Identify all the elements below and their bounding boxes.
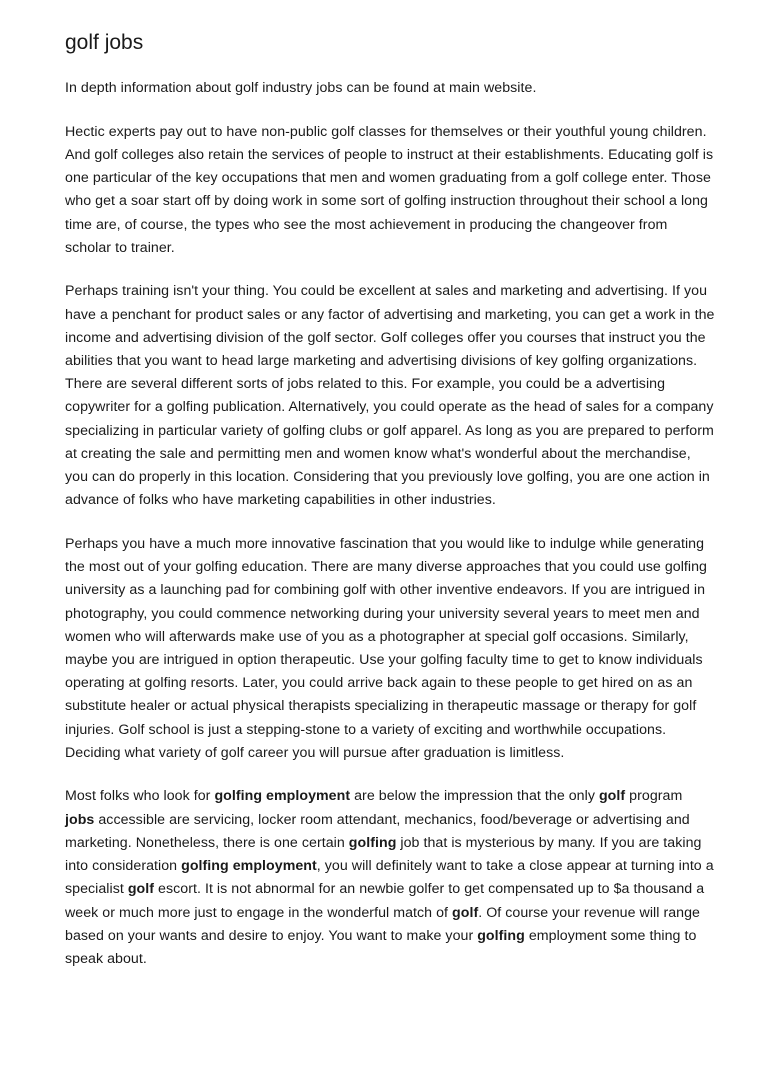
bold-keyword: golf [598, 788, 626, 805]
bold-keyword: golfing [348, 834, 397, 851]
bold-keyword: golf [452, 904, 479, 921]
text-run: . Of course your revenue will range based on your wants and desire to enjoy. You want to make your [65, 904, 700, 944]
text-run: , you will definitely want to take a close appear at turning into a specialist [65, 858, 714, 898]
text-run: Most folks who look for [65, 788, 215, 805]
intro-paragraph: In depth information about golf industry jobs can be found at main website. [65, 80, 537, 96]
text-run: employment some thing to speak about. [65, 927, 697, 967]
bold-keyword: golfing [477, 927, 525, 944]
text-run: escort. It is not abnormal for an newbie golfer to get compensated up to $a thousand a week or much more just to engage in the wonderful match of [65, 881, 705, 921]
text-run: accessible are servicing, locker room attendant, mechanics, food/beverage or advertising and marketing. Nonetheless, there is one certain [65, 811, 690, 851]
text-run: program [625, 788, 683, 805]
bold-keyword: jobs [65, 811, 95, 828]
text-run: Hectic experts pay out to have non-public golf classes for themselves or their youthful young children. And golf colleges also retain the services of people to instruct at their establishments. Educating golf is one particular of the key occupations that men and women graduating from a golf college enter. Those who get a soar start off by doing work in some sort of golfing instruction throughout their school a long time are, of course, the types who see the most achievement in producing the changeover from scholar to trainer. [65, 123, 714, 256]
text-run: job that is mysterious by many. If you are taking into consideration [65, 834, 702, 875]
body-paragraph-3 [65, 533, 715, 765]
text-run: Perhaps you have a much more innovative fascination that you would like to indulge while generating the most out of your golfing education. There are many diverse approaches that you could use golfing university as a launching pad for combining golf with other inventive endeavors. If you are intrigued in photography, you could commence networking during your university several years to meet men and women who will afterwards make use of you as a photographer at special golf occasions. Similarly, maybe you are intrigued in option therapeutic. Use your golfing faculty time to get to know individuals operating at golfing resorts. Later, you could arrive back again to these people to get hired on as an substitute healer or actual physical therapists specializing in therapeutic massage or therapy for golf injuries. Golf school is just a stepping-stone to a variety of exciting and worthwhile occupations. Deciding what variety of golf career you will pursue after graduation is limitless. [65, 535, 707, 761]
body-paragraph-4 [65, 785, 715, 971]
bold-keyword: golf [127, 881, 155, 898]
bold-keyword: golfing employment [181, 858, 317, 875]
text-run: are below the impression that the only [350, 788, 599, 805]
bold-keyword: golfing employment [214, 788, 351, 805]
page-title: golf jobs [65, 31, 144, 54]
body-paragraph-1 [65, 121, 715, 260]
text-run: Perhaps training isn't your thing. You could be excellent at sales and marketing and advertising. If you have a penchant for product sales or any factor of advertising and marketing, you can get a work in the income and advertising division of the golf sector. Golf colleges offer you courses that instruct you the abilities that you want to head large marketing and advertising divisions of key golfing organizations. There are several different sorts of jobs related to this. For example, you could be a advertising copywriter for a golfing publication. Alternatively, you could operate as the head of sales for a company specializing in particular variety of golfing clubs or golf apparel. As long as you are prepared to perform at creating the sale and permitting men and women know what's wonderful about the merchandise, you can do properly in this location. Considering that you previously love golfing, you are one action in advance of folks who have marketing capabilities in other industries. [65, 283, 715, 509]
document-page [65, 30, 715, 992]
body-paragraph-2 [65, 280, 715, 512]
